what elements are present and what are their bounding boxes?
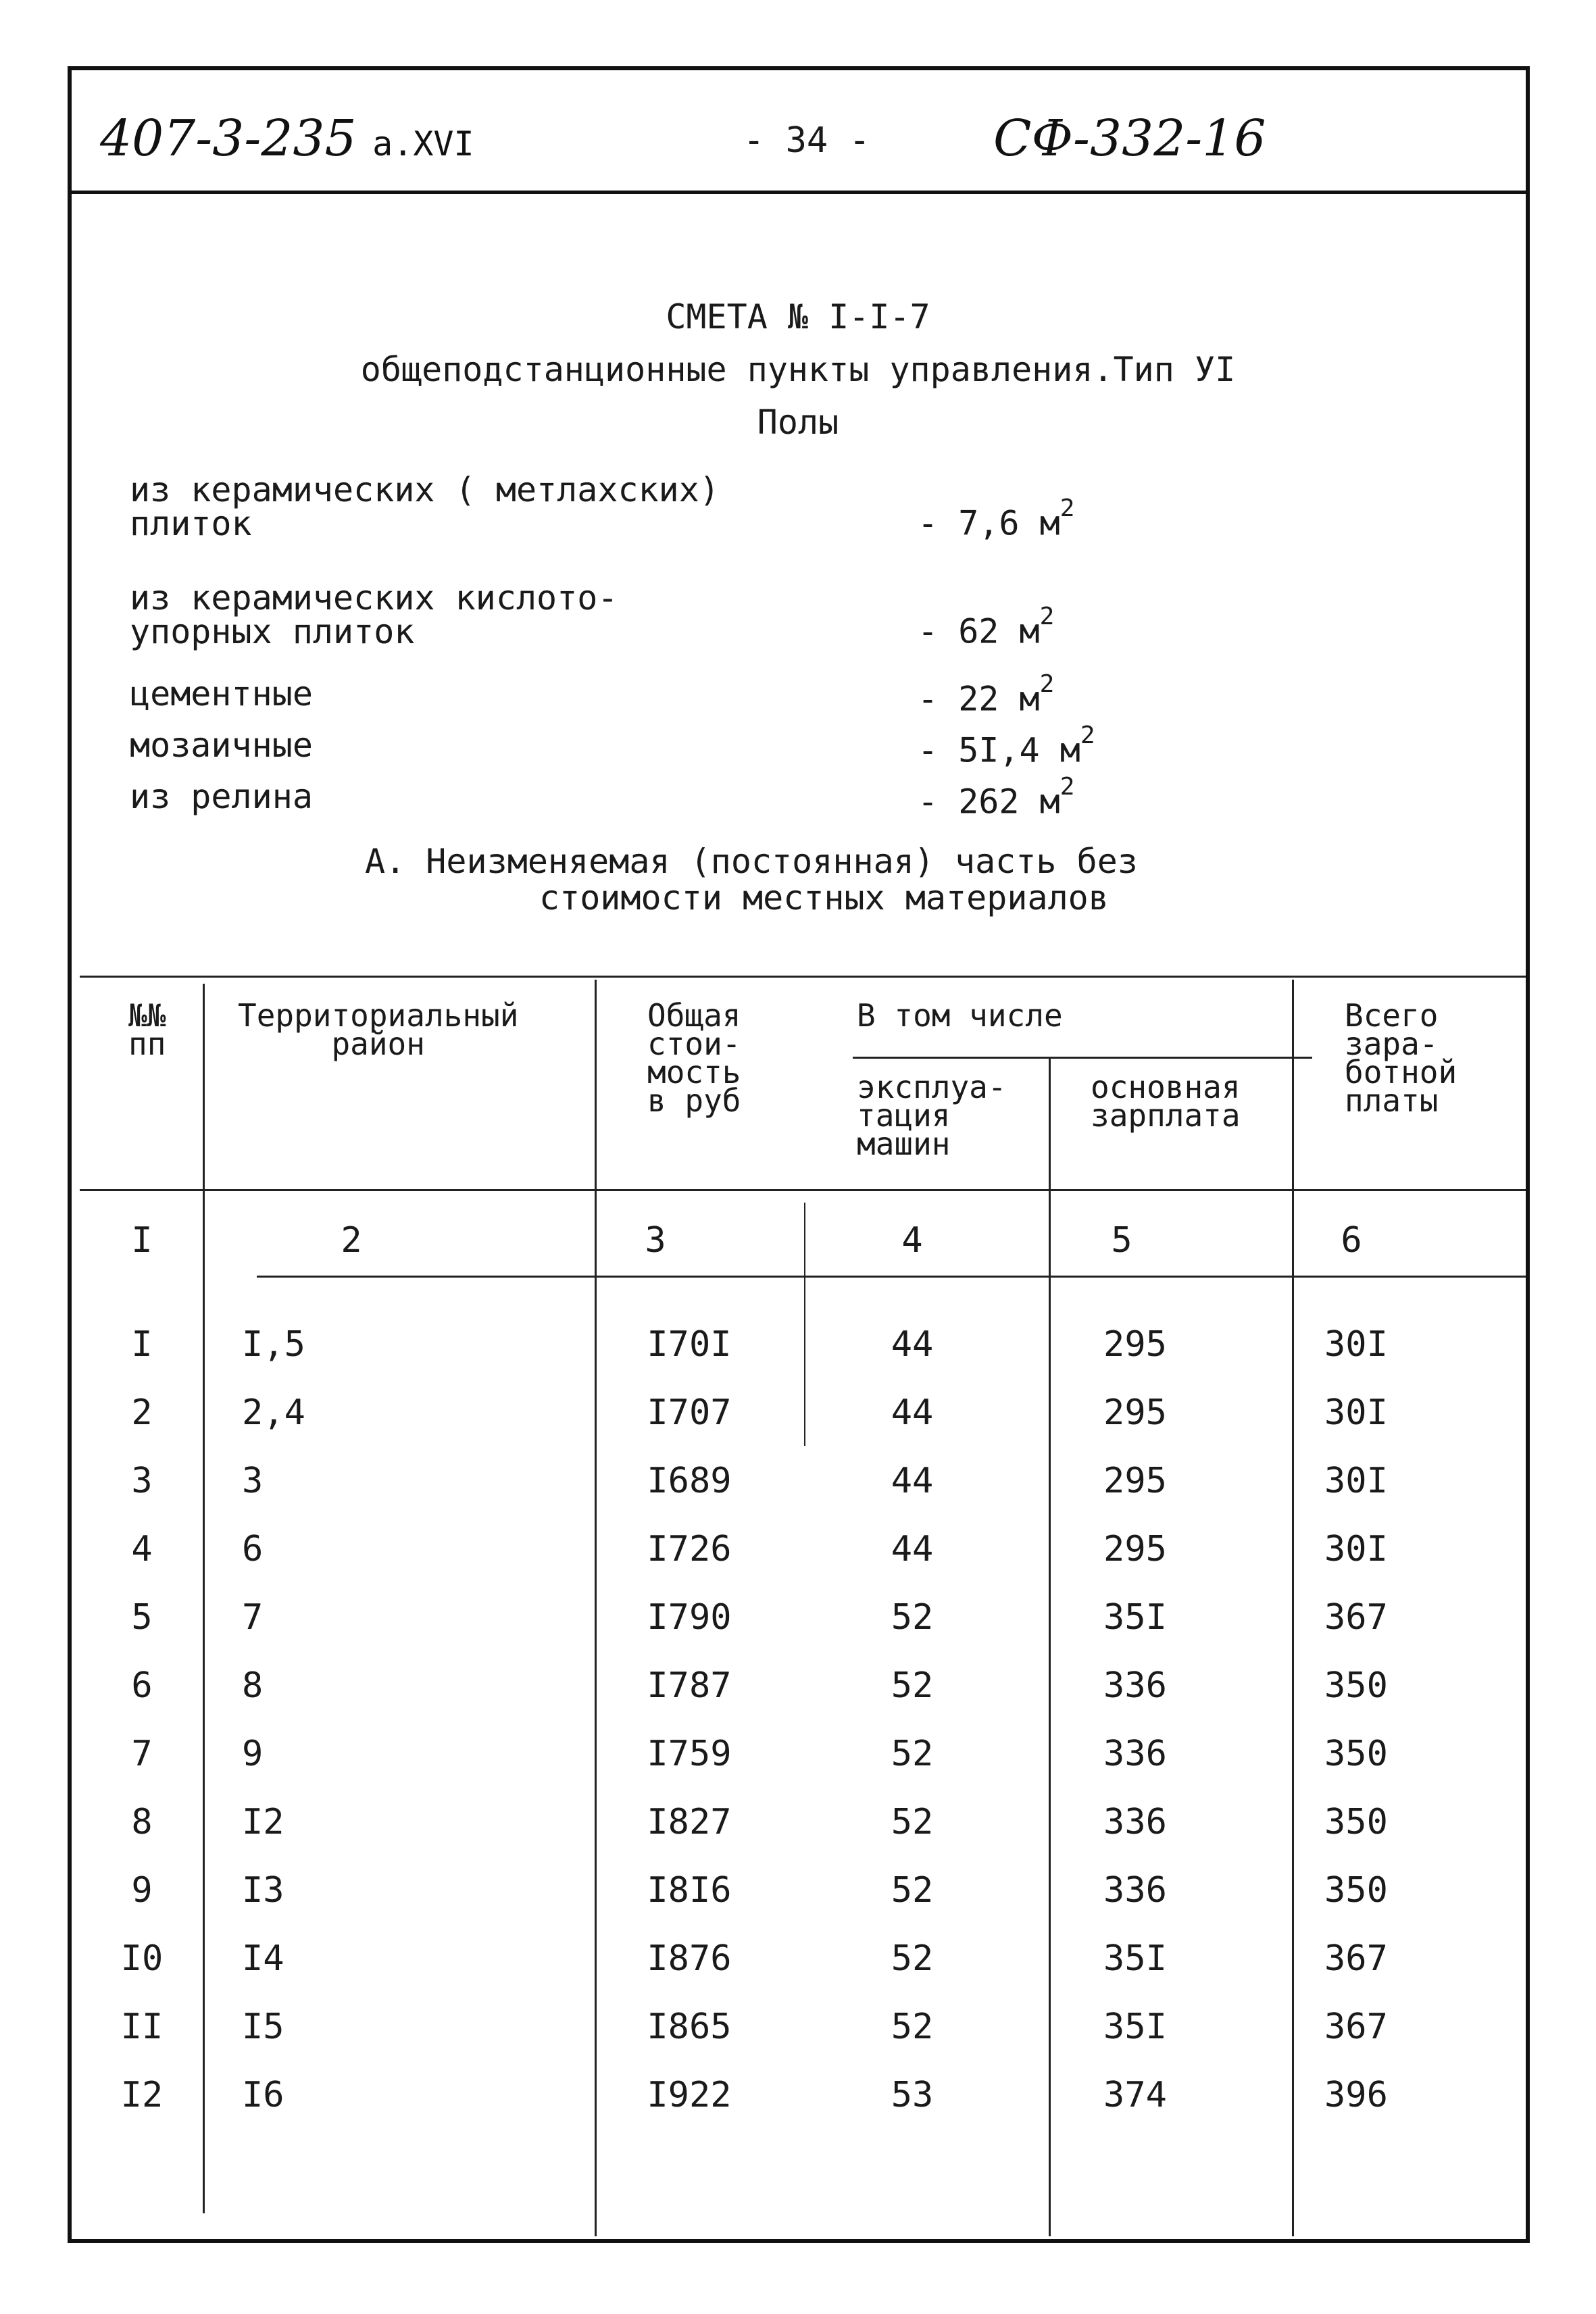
column-divider [804, 1203, 805, 1446]
header-bottom-rule [80, 1189, 1526, 1191]
table-cell: I787 [647, 1665, 732, 1706]
table-cell: 9 [131, 1870, 153, 1911]
table-cell: 295 [1103, 1392, 1167, 1433]
table-cell: 350 [1324, 1870, 1388, 1911]
table-cell: I70I [647, 1324, 732, 1365]
table-cell: I2 [242, 1802, 284, 1842]
table-cell: 8 [131, 1802, 153, 1842]
table-cell: 295 [1103, 1324, 1167, 1365]
table-cell: 8 [242, 1665, 264, 1706]
table-cell: 5 [131, 1597, 153, 1638]
header-divider [68, 191, 1530, 194]
table-cell: 30I [1324, 1461, 1388, 1501]
table-cell: 44 [891, 1529, 934, 1569]
table-cell: I876 [647, 1938, 732, 1979]
header-total-pay: Всего зара- ботной платы [1345, 997, 1457, 1119]
table-cell: 44 [891, 1324, 934, 1365]
table-top-rule [80, 976, 1526, 978]
table-cell: 35I [1103, 2007, 1167, 2047]
table-cell: 52 [891, 1870, 934, 1911]
header-region: Территориальный район [238, 997, 519, 1062]
table-cell: 336 [1103, 1802, 1167, 1842]
table-cell: I790 [647, 1597, 732, 1638]
table-cell: I [131, 1324, 153, 1365]
table-cell: I4 [242, 1938, 284, 1979]
col-number: 3 [645, 1220, 666, 1261]
table-cell: 336 [1103, 1665, 1167, 1706]
table-cell: I726 [647, 1529, 732, 1569]
table-cell: 295 [1103, 1529, 1167, 1569]
table-cell: I865 [647, 2007, 732, 2047]
material-qty: - 62 $м^2$ [918, 603, 1055, 651]
page-frame [68, 66, 1530, 2243]
table-cell: 367 [1324, 1938, 1388, 1979]
table-cell: 350 [1324, 1665, 1388, 1706]
column-number-rule [257, 1276, 1526, 1278]
header-including: В том числе [857, 997, 1063, 1034]
table-cell: I0 [120, 1938, 164, 1979]
table-cell: 52 [891, 1597, 934, 1638]
section-heading: А. Неизменяемая (постоянная) часть без стоимости местных материалов [365, 842, 1138, 917]
material-qty: - 5I,4 $м^2$ [918, 722, 1095, 770]
table-cell: 52 [891, 2007, 934, 2047]
estimate-title: СМЕТА № I-I-7 [666, 297, 930, 336]
material-name: из релина [130, 777, 313, 816]
table-cell: I3 [242, 1870, 284, 1911]
table-cell: 53 [891, 2075, 934, 2115]
material-name: из керамических кислото- упорных плиток [130, 578, 618, 651]
table-cell: 367 [1324, 2007, 1388, 2047]
material-name: мозаичные [130, 726, 313, 765]
table-cell: 350 [1324, 1802, 1388, 1842]
table-cell: 2,4 [242, 1392, 305, 1433]
column-divider [1292, 980, 1294, 2236]
material-name: из керамических ( метлахских) плиток [130, 470, 720, 543]
material-qty: - 7,6 $м^2$ [918, 495, 1075, 543]
document-code: 407-3-235 а.XVI [100, 109, 474, 168]
table-cell: 52 [891, 1734, 934, 1774]
table-cell: 52 [891, 1938, 934, 1979]
table-cell: 336 [1103, 1870, 1167, 1911]
col-number: 2 [341, 1220, 362, 1261]
table-cell: I707 [647, 1392, 732, 1433]
material-qty: - 262 $м^2$ [918, 773, 1075, 822]
table-cell: 6 [131, 1665, 153, 1706]
column-divider [1049, 1058, 1051, 2236]
table-cell: I827 [647, 1802, 732, 1842]
table-cell: 30I [1324, 1324, 1388, 1365]
header-total-cost: Общая стои- мость в руб [647, 997, 741, 1119]
table-cell: 2 [131, 1392, 153, 1433]
table-cell: 52 [891, 1802, 934, 1842]
table-cell: 295 [1103, 1461, 1167, 1501]
table-cell: I759 [647, 1734, 732, 1774]
header-salary: основная зарплата [1091, 1069, 1241, 1134]
table-cell: 44 [891, 1461, 934, 1501]
table-cell: 44 [891, 1392, 934, 1433]
estimate-topic: Полы [757, 403, 839, 442]
table-cell: 396 [1324, 2075, 1388, 2115]
table-cell: 7 [242, 1597, 264, 1638]
header-num: №№ пп [128, 997, 166, 1062]
material-qty: - 22 $м^2$ [918, 670, 1055, 719]
table-cell: 35I [1103, 1938, 1167, 1979]
table-cell: 3 [131, 1461, 153, 1501]
table-cell: 336 [1103, 1734, 1167, 1774]
table-cell: 30I [1324, 1529, 1388, 1569]
table-cell: 35I [1103, 1597, 1167, 1638]
table-cell: 52 [891, 1665, 934, 1706]
table-cell: 350 [1324, 1734, 1388, 1774]
table-cell: I5 [242, 2007, 284, 2047]
table-cell: 4 [131, 1529, 153, 1569]
table-cell: I689 [647, 1461, 732, 1501]
col-number: 4 [901, 1220, 923, 1261]
col-number: 6 [1341, 1220, 1362, 1261]
table-cell: I8I6 [647, 1870, 732, 1911]
table-cell: 30I [1324, 1392, 1388, 1433]
table-cell: 6 [242, 1529, 264, 1569]
table-cell: I,5 [242, 1324, 305, 1365]
table-cell: 367 [1324, 1597, 1388, 1638]
table-cell: I6 [242, 2075, 284, 2115]
header-machines: эксплуа- тация машин [857, 1069, 1007, 1162]
table-cell: I922 [647, 2075, 732, 2115]
table-cell: II [120, 2007, 164, 2047]
table-cell: 3 [242, 1461, 264, 1501]
table-cell: I2 [120, 2075, 164, 2115]
page-number: - 34 - [743, 120, 870, 161]
table-cell: 9 [242, 1734, 264, 1774]
col-number: 5 [1111, 1220, 1132, 1261]
estimate-subtitle: общеподстанционные пункты управления.Тип УI [360, 350, 1236, 389]
subheader-rule [853, 1057, 1312, 1059]
column-divider [595, 980, 597, 2236]
sheet-code: СФ-332-16 [993, 109, 1266, 168]
table-cell: 7 [131, 1734, 153, 1774]
col-number: I [131, 1220, 153, 1261]
column-divider [203, 984, 205, 2213]
table-cell: 374 [1103, 2075, 1167, 2115]
material-name: цементные [130, 674, 313, 713]
